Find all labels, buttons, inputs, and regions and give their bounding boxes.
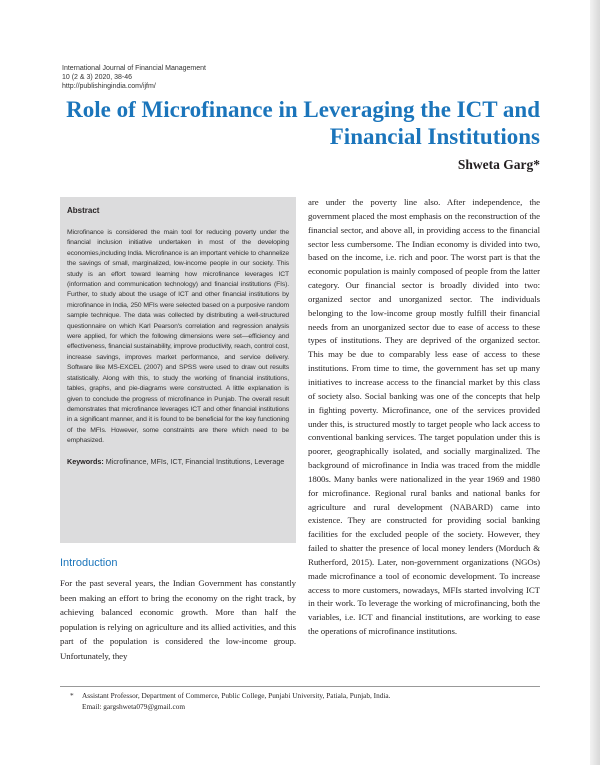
journal-issue: 10 (2 & 3) 2020, 38-46 <box>62 74 133 81</box>
journal-header <box>62 64 206 91</box>
page-edge-shadow <box>590 0 600 765</box>
keywords <box>67 457 289 467</box>
article-title <box>60 96 540 150</box>
abstract-body: Microfinance is considered the main tool for reducing poverty under the financial inclusion initiative undertaken in most of the developing economies,including India. Microfinance is an important vehicle to channelize the savings of small, marginalized, low-income people in our society. This study is an effort toward learning how microfinance leverages ICT (information and communication technology) and financial institutions (FIs). Further, to study about the usage of ICT and other financial institutions by microfinance in India, 250 MFIs were selected based on a purposive random sample technique. The data was collected by distributing a well-structured questionnaire on which Karl Pearson's correlation and regression analysis were applied, for which the following dimensions were set—efficiency and effectiveness, financial sustainability, improve productivity, reach, control cost, increase savings, improves market performance, and service delivery. Software like MS-EXCEL (2007) and SPSS were used to draw out results statistically. Along with this, to study the working of financial institutions, tables, graphs, and pie-diagrams were constructed. A little explanation is given to conclude the progress of microfinance in Punjab. The overall result demonstrates that microfinance leverages ICT and other financial institutions in a significant manner, and it is found to be beneficial for the key functioning of the MFIs. However, some constraints are there which need to be emphasized. <box>67 229 289 445</box>
keywords-label: Keywords: <box>67 456 104 466</box>
title-line-2: Financial Institutions <box>329 124 540 149</box>
journal-name: International Journal of Financial Management <box>62 65 206 72</box>
footnote-email[interactable]: Email: gargshweta079@gmail.com <box>82 701 186 711</box>
author-name: Shweta Garg* <box>457 157 540 172</box>
abstract-heading: Abstract <box>67 206 100 215</box>
title-line-1: Role of Microfinance in Leveraging the ICT and <box>66 97 540 122</box>
journal-url[interactable]: http://publishingindia.com/ijfm/ <box>62 83 156 90</box>
abstract-box <box>60 197 296 543</box>
keywords-text: Microfinance, MFIs, ICT, Financial Institutions, Leverage <box>105 456 285 466</box>
footnote-marker: * <box>70 691 74 700</box>
footnote-affiliation: Assistant Professor, Department of Commerce, Public College, Punjabi University, Patiala, Punjab, India. <box>82 691 391 700</box>
introduction-heading: Introduction <box>60 557 118 569</box>
introduction-paragraph-right: are under the poverty line also. After independence, the government placed the most emphasis on the reconstruction of the financial sector, and above all, in providing access to the financial sector less cumbersome. The Indian economy is divided into two, based on the income, i.e. rich and poor. The worst part is that the economic population is mainly composed of people from the latter category. Our financial sector is broadly divided into two: organized sector and unorganized sector. The individuals belonging to the low-income group mostly fulfill their financial needs from an unorganized sector due to ease of access to these types of institutions. They are deprived of the organized sector. This may be due to comparably less ease of access to these institutions. From time to time, the government has set up many initiatives to increase access to the financial market by this class of society also. Social banking was one of the concepts that help in fighting poverty. Microfinance, one of the services provided under this, is structured mostly to target people who lack access to conventional banking services. The target population under this is poorer, geographically isolated, and socially marginalized. The background of microfinance in India was traced from the middle 1800s. Many banks were nationalized in the year 1969 and 1980 for microfinance. Regional rural banks and national banks for agriculture and rural development (NABARD) came into existence. They are constructed for providing social banking facilities for the excluded people of the society. However, they failed to shatter the presence of local money lenders (Morduch & Rutherford, 2015). Later, non-government organizations (NGOs) made microfinance a tool of economic development. To increase access to more customers, nowadays, MFIs started involving ICT in their work. To leverage the working of microfinancing, both the variables, i.e. ICT and financial institutions, are working to ease the operations of microfinance institutions. <box>308 197 540 637</box>
footnote-divider <box>60 686 540 687</box>
footnote <box>70 691 391 712</box>
introduction-paragraph-left: For the past several years, the Indian Government has constantly been making an effort to bring the economy on the right track, by achieving balanced economic growth. More than half the population is relying on agriculture and its allied activities, and this part of the population is considered the low-income group. Unfortunately, they <box>60 578 296 661</box>
